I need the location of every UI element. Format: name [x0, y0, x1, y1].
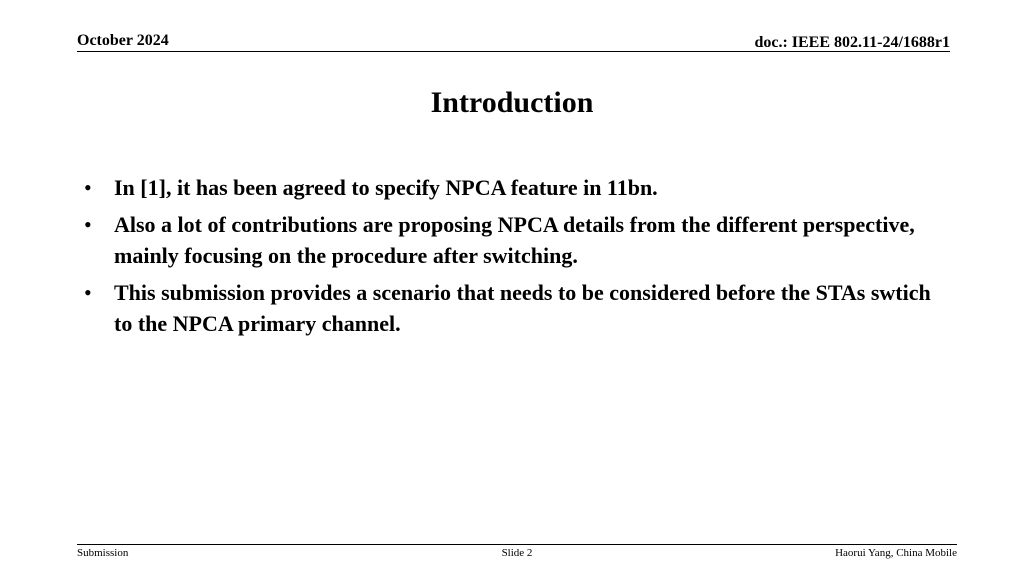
- bullet-text: In [1], it has been agreed to specify NPCA feature in 11bn.: [114, 175, 658, 200]
- bullet-list: [84, 172, 944, 345]
- bullet-item: [84, 172, 944, 203]
- bullet-marker: •: [84, 280, 92, 305]
- slide-title: Introduction: [430, 86, 594, 119]
- footer-slide-number: Slide 2: [501, 547, 533, 559]
- bullet-text: This submission provides a scenario that needs to be considered before the STAs swtich to the NPCA primary channel.: [114, 280, 931, 336]
- footer-submission: Submission: [77, 547, 129, 559]
- bullet-marker: •: [84, 175, 92, 200]
- footer-author: Haorui Yang, China Mobile: [835, 547, 957, 559]
- header-date: October 2024: [77, 32, 169, 49]
- header-doc-id: doc.: IEEE 802.11-24/1688r1: [754, 34, 950, 51]
- bullet-item: [84, 209, 944, 271]
- bullet-text: Also a lot of contributions are proposing NPCA details from the different perspective, mainly focusing on the procedure after switching.: [114, 212, 915, 268]
- bullet-item: [84, 277, 944, 339]
- footer-divider: [77, 544, 957, 545]
- bullet-marker: •: [84, 212, 92, 237]
- header-divider: [77, 51, 950, 52]
